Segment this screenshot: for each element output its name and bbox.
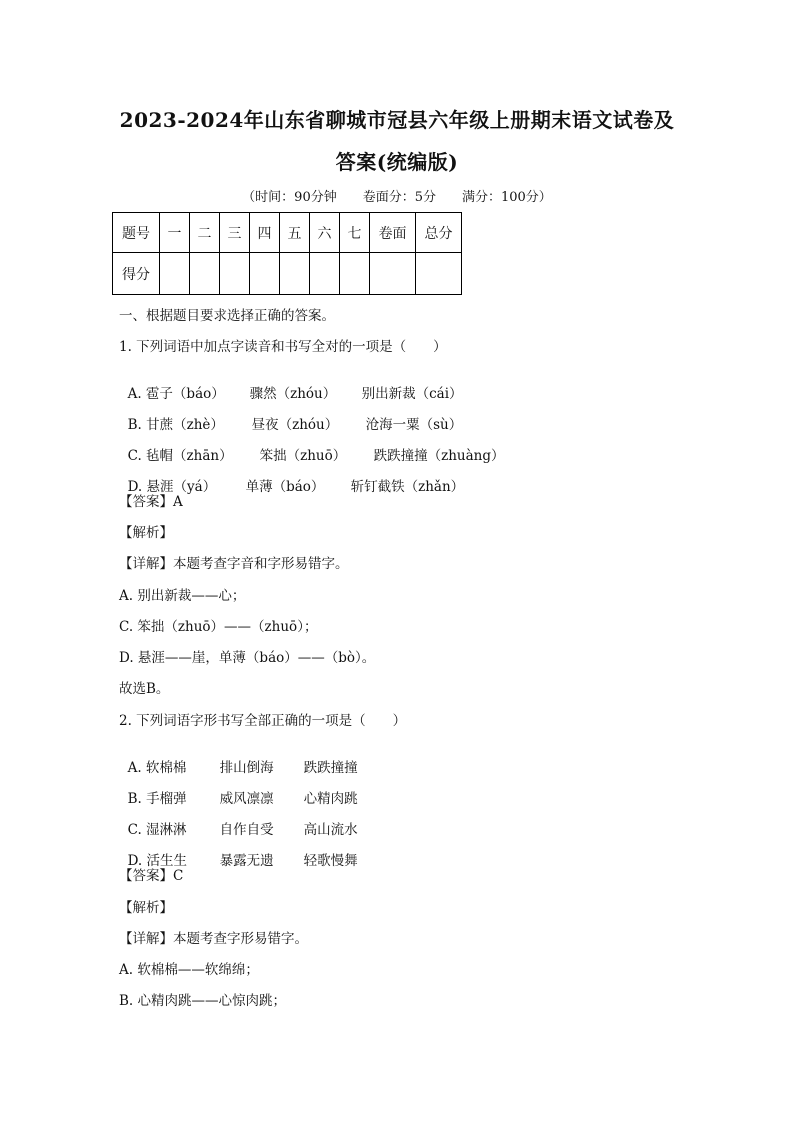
option-item: 单薄（báo）	[245, 479, 325, 495]
table-header-cell: 卷面	[370, 213, 416, 253]
table-header-cell: 总分	[416, 213, 462, 253]
option-item: 心精肉跳	[303, 791, 358, 807]
doc-title-line2: 答案(统编版)	[335, 150, 459, 174]
option-item: 昼夜（zhóu）	[251, 417, 339, 433]
analysis-label: 【解析】	[119, 900, 173, 916]
table-header-cell: 题号	[113, 213, 160, 253]
option-item: 威风凛凛	[219, 791, 274, 807]
option-item: 骤然（zhóu）	[249, 386, 337, 402]
option-item: 暴露无遗	[219, 853, 274, 869]
option-item: 笨拙（zhuō）	[259, 448, 347, 464]
table-header-cell: 六	[310, 213, 340, 253]
score-cell[interactable]	[250, 253, 280, 295]
option-item: 跌跌撞撞	[303, 760, 358, 776]
table-header-cell: 五	[280, 213, 310, 253]
option-item: 沧海一粟（sù）	[365, 417, 463, 433]
score-table-score-row	[113, 253, 462, 295]
score-table-header-row	[113, 213, 462, 253]
detail-text: 【详解】本题考查字音和字形易错字。	[119, 556, 349, 572]
option-item: C. 湿淋淋	[127, 822, 187, 838]
table-header-cell: 七	[340, 213, 370, 253]
explanation-line: B. 心精肉跳——心惊肉跳；	[119, 993, 287, 1009]
option-item: A. 雹子（báo）	[127, 386, 225, 402]
explanation-line: A. 软棉棉——软绵绵；	[119, 962, 259, 978]
analysis-label: 【解析】	[119, 525, 173, 541]
option-item: 跌跌撞撞（zhuàng）	[373, 448, 505, 464]
option-item: 别出新裁（cái）	[361, 386, 463, 402]
answer-label: 【答案】A	[119, 494, 183, 510]
option-item: 高山流水	[303, 822, 358, 838]
answer-label: 【答案】C	[119, 868, 184, 884]
explanation-line: D. 悬涯——崖，单薄（báo）——（bò）。	[119, 650, 376, 666]
score-cell[interactable]	[280, 253, 310, 295]
score-cell[interactable]	[190, 253, 220, 295]
conclusion-line: 故选B。	[119, 681, 170, 697]
question-stem: 2. 下列词语字形书写全部正确的一项是（ ）	[119, 713, 407, 729]
option-item: C. 毡帽（zhān）	[127, 448, 233, 464]
option-item: B. 手榴弹	[127, 791, 187, 807]
score-cell[interactable]	[160, 253, 190, 295]
score-table	[112, 212, 462, 295]
option-item: D. 悬涯（yá）	[127, 479, 217, 495]
score-cell[interactable]	[220, 253, 250, 295]
score-cell[interactable]	[340, 253, 370, 295]
option-item: 排山倒海	[219, 760, 274, 776]
option-item: 斩钉截铁（zhǎn）	[350, 479, 465, 495]
explanation-line: A. 别出新裁——心；	[119, 588, 246, 604]
doc-title-line1: 2023-2024年山东省聊城市冠县六年级上册期末语文试卷及	[119, 108, 675, 132]
score-cell[interactable]	[370, 253, 416, 295]
detail-text: 【详解】本题考查字形易错字。	[119, 931, 308, 947]
score-cell[interactable]	[416, 253, 462, 295]
option-item: A. 软棉棉	[127, 760, 187, 776]
table-row-label: 得分	[113, 253, 160, 295]
table-header-cell: 二	[190, 213, 220, 253]
exam-meta: （时间：90分钟 卷面分：5分 满分：100分）	[242, 190, 552, 205]
section-heading: 一、根据题目要求选择正确的答案。	[119, 308, 335, 324]
table-header-cell: 一	[160, 213, 190, 253]
question-stem: 1. 下列词语中加点字读音和书写全对的一项是（ ）	[119, 339, 447, 355]
option-item: 轻歌慢舞	[303, 853, 358, 869]
option-item: 自作自受	[219, 822, 274, 838]
table-header-cell: 四	[250, 213, 280, 253]
option-item: D. 活生生	[127, 853, 188, 869]
option-item: B. 甘蔗（zhè）	[127, 417, 224, 433]
explanation-line: C. 笨拙（zhuō）——（zhuō）；	[119, 619, 318, 635]
table-header-cell: 三	[220, 213, 250, 253]
score-cell[interactable]	[310, 253, 340, 295]
